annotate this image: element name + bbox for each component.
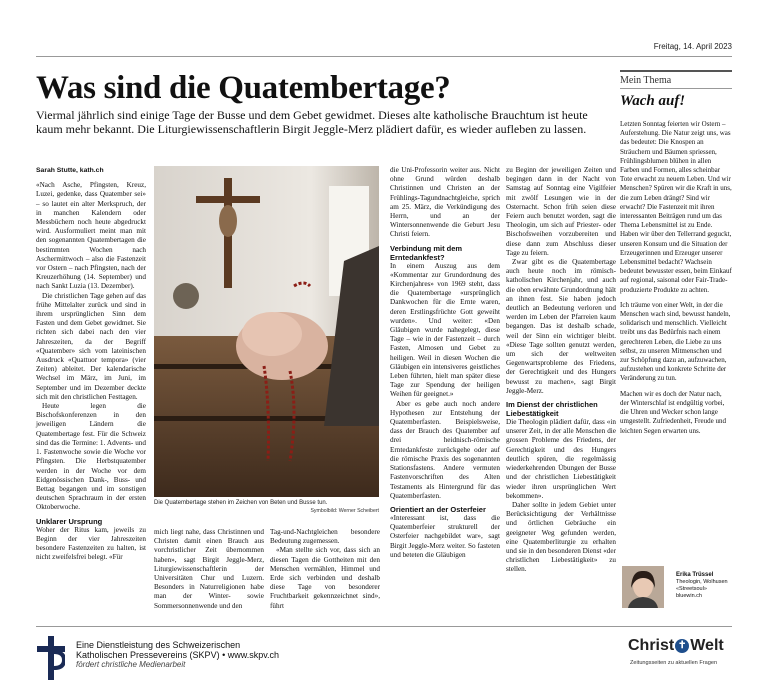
publisher-line-2: Katholischen Pressevereins (SKPV) • www.skpv.ch [76, 650, 280, 660]
article-column-3 [270, 528, 380, 611]
author-portrait [622, 566, 664, 608]
paragraph: Tag-und-Nachtgleichen besondere Bedeutung zugemessen. [270, 528, 380, 546]
photo-credit: Symbolbild: Werner Scheibert [310, 508, 379, 514]
publisher-line-1: Eine Dienstleistung des Schweizerischen [76, 640, 241, 650]
paragraph: Machen wir es doch der Natur nach, der Winterschlaf ist endgültig vorbei, die Uhren und Wecker schon lange umgestellt. Zufriedenheit, Freude und leichten Segen erwarten uns. [620, 389, 726, 435]
paragraph: Die Theologin plädiert dafür, dass «in unserer Zeit, in der alle Menschen die grossen Probleme des Friedens, der Gerechtigkeit und des Hungers deutlich spüren, die regelmässig wiederkehrenden Übungen der Busse und der christlichen Liebestätigkeit wieder ihren ursprünglichen Wert bekommen». [506, 418, 616, 500]
opinion-sidebar [620, 70, 732, 442]
author-name: Erika Trüssel [676, 572, 714, 578]
byline: Sarah Stutte, kath.ch [36, 167, 104, 174]
subheading: Orientiert an der Osterfeier [390, 504, 486, 514]
author-mail: «Streetsoul» [676, 586, 707, 592]
paragraph: Zwar gibt es die Quatembertage auch heute noch im römisch-katholischen Kirchenjahr, und auch die oben erwähnte Grundordnung hält an ihnen fest. Sie haben jedoch deutlich an Bedeutung verloren und werden im Leben der Pfarreien kaum begangen. Das ist deshalb schade, weil der Sinn ein wichtiger bleibt. «Diese Tage sollten genutzt werden, um sich der weltweiten Gegenwartsprobleme des Friedens, der Gerechtigkeit und des Hungers bewusst zu machen», sagt Birgit Jeggle-Merz. [506, 258, 616, 395]
paragraph: Letzten Sonntag feierten wir Ostern – Auferstehung. Die Natur zeigt uns, was das bedeutet: Die Knospen an Sträuchern und Bäumen spriessen, Frühlingsblumen blühen in allen Farben und Formen, alles scheinbar Tote erwacht zu neuem Leben. Und wir Menschen? Spüren wir die Kraft in uns, die zum Leben drängt? Sind wir erwacht? Die Fastenzeit mit ihren interessanten Beiträgen rund um das Thema Lebensmittel ist zu Ende. Haben wir über den Tellerrand geguckt, unseren Konsum und die Situation der Erzeugerinnen und Erzeuger unserer Lebensmittel bedacht? Wachsein bedeutet bewusster essen, beim Einkauf auf regional, saisonal oder Fair-Trade-produzierte Produkte zu achten. [620, 120, 732, 294]
author-info [676, 572, 728, 600]
paragraph: zu Beginn der jeweiligen Zeiten und begingen dann in der Nacht von Samstag auf Sonntag eine Vigilfeier mit zwölf Lesungen wie in der Osternacht. Schon früh seien diese Feiern auch benutzt worden, sagt die Theologin, um sich auf Priester- oder Bischofsweihen vorzubereiten und diese dann zum Abschluss dieser Tage zu feiern. [506, 166, 616, 257]
photo-caption: Die Quatembertage stehen im Zeichen von Beten und Busse tun. [154, 500, 328, 506]
publisher-info [76, 640, 279, 670]
paragraph: Daher sollte in jedem Gebiet unter Berücksichtigung der Verhältnisse und örtlichen Gebräuche ein geeigneter Weg gefunden werden, eine Quatemberliturgie zu erhalten und sie in den besonderen Dienst «der christlichen Liebestätigkeit» zu stellen. [506, 500, 616, 574]
paragraph: In einem Auszug aus dem «Kommentar zur Grundordnung des Kirchenjahres» von 1969 steht, dass die Quatembertage «ursprünglich Dankwochen für die Ernte waren, deren Erstlingsfrüchte Gott geweiht wurden». Und weiter: «Den Gläubigen wurde nahegelegt, diese Tage – wie in der Fastenzeit – durch Fasten, Almosen und Gebet zu heiligen. Weil in diesen Wochen die Gläubigen ein intensiveres geistliches Leben führten, hielt man später diese Tage zur Spendung der heiligen Weihen für geeignet.» [390, 261, 500, 399]
subheading: Verbindung mit dem Erntedankfest? [390, 243, 463, 262]
paragraph: «Nach Asche, Pfingsten, Kreuz, Luzei, gedenke, dass Quatember sei» – so lautet ein alter Merkspruch, der in manchen Kalendern oder Messbüchern noch heute abgedruckt wird. Ausformuliert meint man mit den sogenannten Quatembertagen die bestimmten Wochen nach Aschermittwoch – also die Fastenzeit vor Ostern – nach Pfingsten, nach der Kreuzerhöhung (14. September) und nach Sankt Luzia (13. Dezember). [36, 181, 146, 291]
paragraph: Woher der Ritus kam, jeweils zu Beginn der vier Jahreszeiten besondere Fastenzeiten zu halten, ist nicht zweifelsfrei belegt. «Für [36, 525, 146, 562]
article-column-4 [390, 166, 500, 560]
paragraph: Ich träume von einer Welt, in der die Menschen wach sind, bewusst handeln, solidarisch und menschlich. Vielleicht treibt uns das Bedürfnis nach einem gerechteren Leben, die Liebe zu uns selbst, zu unseren Mitmenschen und zur Schöpfung dazu an, aufzuwachen, aufzustehen und konkrete Schritte der Veränderung zu tun. [620, 300, 731, 383]
author-role: Theologin, Wolhusen [676, 579, 728, 585]
issue-date: Freitag, 14. April 2023 [653, 42, 732, 51]
article-column-5 [506, 166, 616, 575]
author-web: bluewin.ch [676, 593, 702, 599]
top-rule [36, 56, 732, 57]
paragraph: Aber es gebe auch noch andere Hypothesen zur Entstehung der Quatemberfasten. Beispielsweise, dass der Brauch des Quatember auf drei heidnisch-römische Erntedankfeste zurückgehe oder auf die römische Praxis des sogenannten Stationsfastens. Andere vermuten Fastenvorschriften des Alten Testaments als Hintergrund für das Quatemberfasten. [390, 399, 500, 500]
article-column-2 [154, 528, 264, 611]
article-headline: Was sind die Quatembertage? [36, 70, 451, 106]
subheading: Unklarer Ursprung [36, 516, 103, 526]
paragraph: die Uni-Professorin weiter aus. Nicht ohne Grund würden deshalb Christinnen und Christen an der Frühlings-Tagundnachtgleiche, sprich am 25. März, die Verkündigung des Herrn, und an der Wintersonnenwende die Geburt Jesu Christi feiern. [390, 166, 500, 239]
article-column-1 [36, 166, 146, 562]
sidebar-label: Mein Thema [620, 70, 732, 89]
subheading: Im Dienst der christlichen Liebestätigkeit [506, 400, 598, 419]
paragraph: «Interessant ist, dass die Quatemberfeier strukturell der Osterfeier nachgebildet war», sagt Birgit Jeggle-Merz weiter. So fasteten und beteten die Gläubigen [390, 513, 500, 559]
sidebar-body [620, 120, 732, 436]
article-lead: Viermal jährlich sind einige Tage der Busse und dem Gebet gewidmet. Dieses alte katholische Brauchtum ist heute kaum mehr bekannt. Die Liturgiewissenschaftlerin Birgit Jeggle-Merz plädiert dafür, es wieder aufleben zu lassen. [36, 108, 588, 136]
logo-word-right: Welt [690, 637, 724, 654]
paragraph: «Man stellte sich vor, dass sich an diesen Tagen die Gottheiten mit den Menschen vermählen, Himmel und Erde sich verbinden und deshalb diese Tage von besonderer Fruchtbarkeit gekennzeichnet sind», führt [270, 546, 380, 610]
logo-word-left: Christ [628, 637, 675, 654]
article-photo [154, 166, 379, 497]
christ-welt-subtitle: Zeitungsseiten zu aktuellen Fragen [630, 660, 718, 666]
publisher-tagline: fördert christliche Medienarbeit [76, 660, 186, 669]
paragraph: Die christlichen Tage gehen auf das frühe Mittelalter zurück und sind in ihrem ursprünglichen Sinn dem Fasten und dem Gebet gewidmet. Sie richten sich dabei nach den vier Jahreszeiten, da der Begriff «Quatember» sich vom lateinischen Ausdruck «Quattuor tempora» (vier Zeiten) ableitet. Der kalendarische Wechsel im März, im Juni, im September und im Dezember deckte sich mit den christlichen Festtagen. [36, 291, 146, 401]
cross-icon: ✝ [675, 639, 689, 653]
paragraph: Heute legen die Bischofskonferenzen in den jeweiligen Ländern die Quatembertage fest. Für die Schweiz sind das die Termine: 1. Advents- und 1. Fastenwoche sowie die Woche vor Pfingsten. Die Herbstquatember werden in der Woche vor dem Eidgenössischen Dank-, Buss- und Bettag begangen und im sonstigen deutschen Sprachraum in der ersten Oktoberwoche. [36, 402, 146, 512]
skpv-logo-icon [37, 636, 65, 680]
paragraph: mich liegt nahe, dass Christinnen und Christen damit einen Brauch aus vorchristlicher Zeit übernommen haben», sagt Birgit Jeggle-Merz, Liturgiewissenschaftlerin der Universitäten Chur und Luzern. Besonders in Naturreligionen habe man der Winter- sowie Sommersonnenwende und den [154, 528, 264, 610]
footer-rule [36, 626, 732, 627]
sidebar-title: Wach auf! [620, 93, 686, 109]
christ-welt-logo [628, 637, 724, 655]
